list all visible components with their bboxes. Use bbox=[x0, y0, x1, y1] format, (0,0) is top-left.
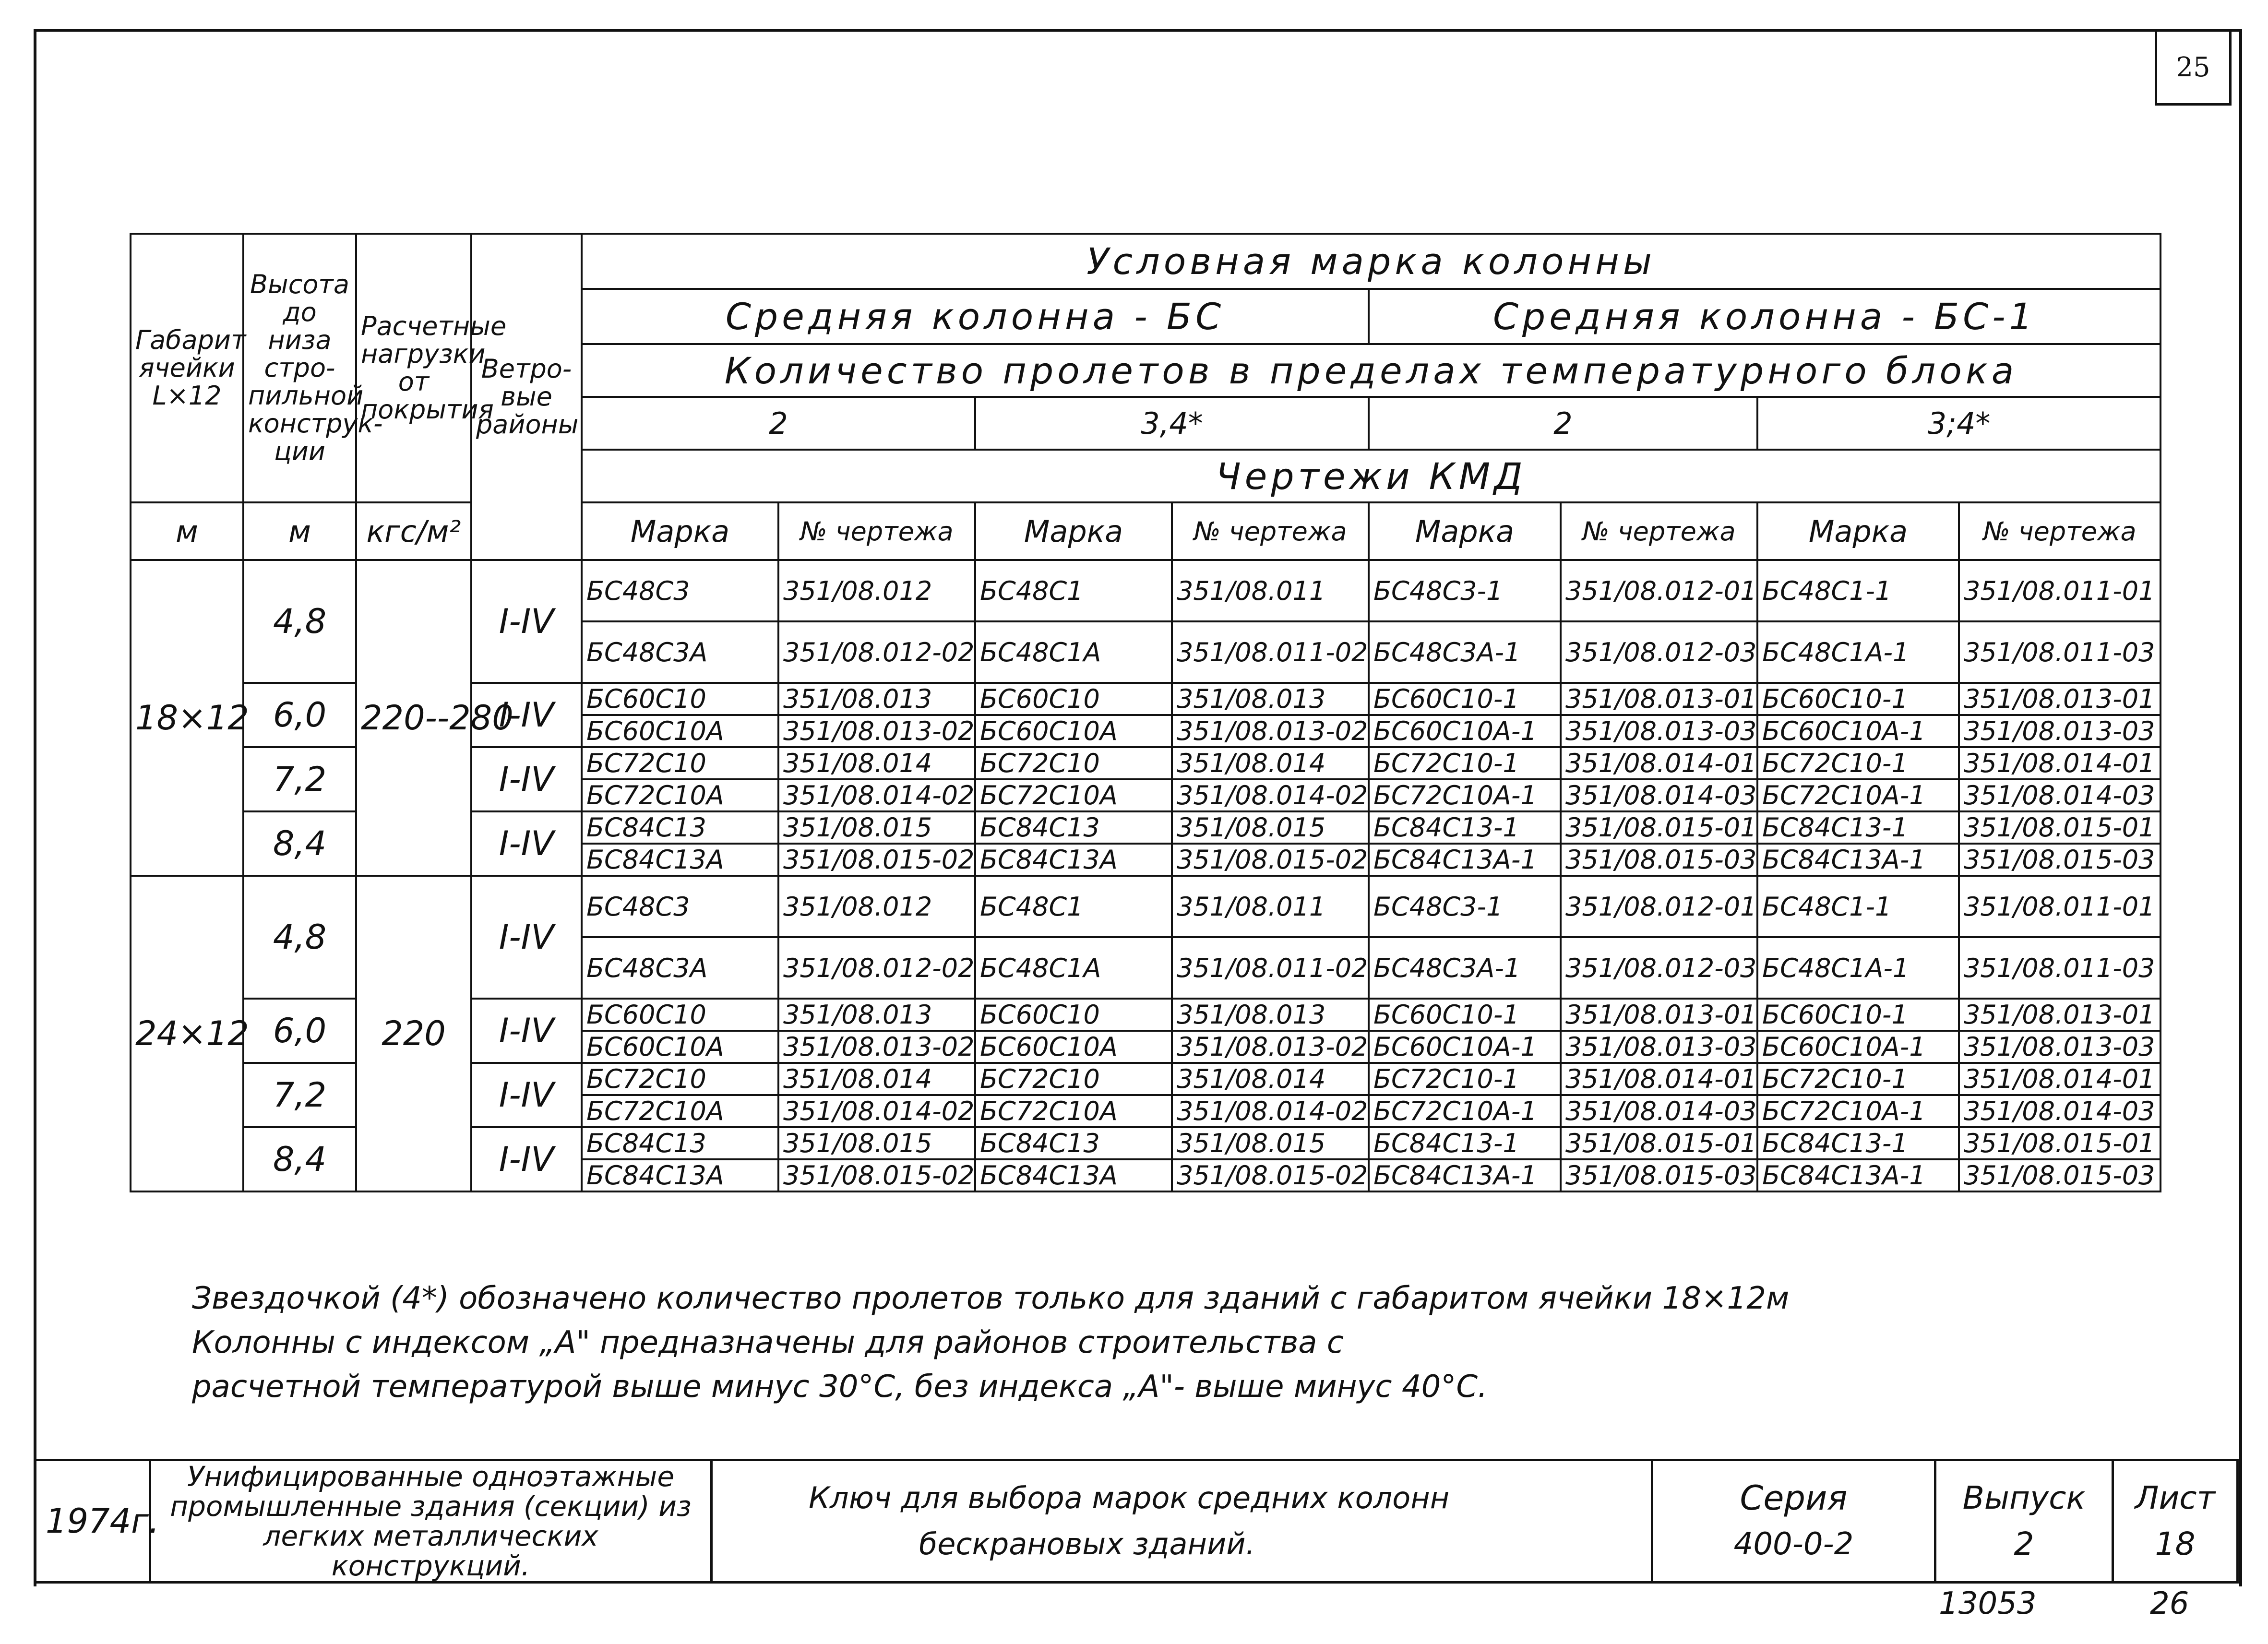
mark-cell: БС84С13А-1 bbox=[1369, 844, 1561, 876]
height-cell: 8,4 bbox=[243, 811, 356, 876]
mark-cell: БС84С13 bbox=[582, 811, 778, 844]
title-block bbox=[34, 1459, 2239, 1584]
drawing-number-cell: 351/08.015 bbox=[778, 1127, 975, 1159]
drawing-number-cell: 351/08.014-02 bbox=[778, 1095, 975, 1127]
drawing-number-cell: 351/08.014-01 bbox=[1959, 1063, 2161, 1095]
header-wind: Ветро- вые районы bbox=[471, 234, 582, 560]
mark-cell: БС60С10А-1 bbox=[1757, 715, 1959, 747]
drawing-number-cell: 351/08.013-01 bbox=[1561, 999, 1757, 1031]
mark-cell: БС84С13А bbox=[582, 844, 778, 876]
mark-cell: БС60С10А-1 bbox=[1369, 715, 1561, 747]
mark-cell: БС72С10А bbox=[582, 779, 778, 811]
mark-cell: БС72С10-1 bbox=[1757, 1063, 1959, 1095]
mark-cell: БС60С10-1 bbox=[1369, 999, 1561, 1031]
inventory-number: 13053 bbox=[1939, 1586, 2037, 1621]
sheet-value: 18 bbox=[2155, 1525, 2196, 1562]
mark-cell: БС72С10А-1 bbox=[1369, 1095, 1561, 1127]
drawing-number-cell: 351/08.013 bbox=[778, 999, 975, 1031]
drawing-number-cell: 351/08.013-02 bbox=[1172, 715, 1369, 747]
column-key-table bbox=[130, 233, 2161, 1192]
height-cell: 4,8 bbox=[243, 560, 356, 683]
drawing-number-cell: 351/08.011 bbox=[1172, 560, 1369, 621]
mark-cell: БС72С10А-1 bbox=[1757, 1095, 1959, 1127]
drawing-number-cell: 351/08.015-02 bbox=[778, 1159, 975, 1191]
header-gabarit: Габарит ячейки L×12 bbox=[131, 234, 243, 502]
mark-cell: БС84С13 bbox=[975, 811, 1172, 844]
year: 1974г. bbox=[35, 1460, 150, 1583]
mark-cell: БС72С10-1 bbox=[1369, 1063, 1561, 1095]
drawing-number-cell: 351/08.015-02 bbox=[778, 844, 975, 876]
header-spans: Количество пролетов в пределах температурного блока bbox=[582, 344, 2161, 397]
header-span-34a: 3,4* bbox=[975, 397, 1369, 450]
drawing-number-cell: 351/08.013-01 bbox=[1959, 999, 2161, 1031]
mark-cell: БС84С13А-1 bbox=[1757, 1159, 1959, 1191]
wind-cell: I-IV bbox=[471, 747, 582, 811]
issue-value: 2 bbox=[2014, 1525, 2034, 1562]
document-title-line: Ключ для выбора марок средних колонн bbox=[809, 1480, 1450, 1515]
drawing-number-cell: 351/08.014-01 bbox=[1561, 1063, 1757, 1095]
mark-cell: БС84С13А bbox=[975, 844, 1172, 876]
mark-cell: БС72С10-1 bbox=[1757, 747, 1959, 779]
mark-cell: БС60С10-1 bbox=[1757, 683, 1959, 715]
header-height: Высота до низа стро- пильной конструк- ции bbox=[243, 234, 356, 502]
header-span-34b: 3;4* bbox=[1757, 397, 2161, 450]
header-load-unit: кгс/м² bbox=[356, 502, 471, 560]
mark-cell: БС48С3А-1 bbox=[1369, 937, 1561, 999]
drawing-number-cell: 351/08.012-02 bbox=[778, 621, 975, 683]
drawing-number-cell: 351/08.012-03 bbox=[1561, 621, 1757, 683]
mark-cell: БС84С13А bbox=[582, 1159, 778, 1191]
note-line: расчетной температурой выше минус 30°С, без индекса „А"- выше минус 40°С. bbox=[192, 1369, 1488, 1405]
drawing-number-cell: 351/08.015-01 bbox=[1561, 1127, 1757, 1159]
height-cell: 7,2 bbox=[243, 1063, 356, 1127]
mark-cell: БС48С1А bbox=[975, 937, 1172, 999]
drawing-number-cell: 351/08.012-01 bbox=[1561, 876, 1757, 937]
col-header-drawing: № чертежа bbox=[1561, 502, 1757, 560]
mark-cell: БС60С10А bbox=[582, 715, 778, 747]
drawing-number-cell: 351/08.011-02 bbox=[1172, 937, 1369, 999]
mark-cell: БС60С10-1 bbox=[1757, 999, 1959, 1031]
drawing-number-cell: 351/08.014-03 bbox=[1561, 1095, 1757, 1127]
drawing-number-cell: 351/08.014-03 bbox=[1959, 1095, 2161, 1127]
mark-cell: БС48С3-1 bbox=[1369, 560, 1561, 621]
note-line: Колонны с индексом „А" предназначены для районов строительства с bbox=[192, 1325, 1344, 1360]
mark-cell: БС72С10А bbox=[975, 779, 1172, 811]
mark-cell: БС48С3А-1 bbox=[1369, 621, 1561, 683]
col-header-drawing: № чертежа bbox=[1959, 502, 2161, 560]
mark-cell: БС72С10 bbox=[582, 1063, 778, 1095]
load-cell: 220 bbox=[356, 876, 471, 1191]
drawing-number-cell: 351/08.015-03 bbox=[1561, 1159, 1757, 1191]
issue-label: Выпуск bbox=[1962, 1479, 2086, 1516]
table-row bbox=[131, 876, 2161, 937]
mark-cell: БС48С3-1 bbox=[1369, 876, 1561, 937]
drawing-number-cell: 351/08.013 bbox=[1172, 999, 1369, 1031]
load-cell: 220--280 bbox=[356, 560, 471, 876]
drawing-number-cell: 351/08.015-03 bbox=[1959, 1159, 2161, 1191]
mark-cell: БС84С13-1 bbox=[1757, 1127, 1959, 1159]
drawing-number-cell: 351/08.015-01 bbox=[1959, 1127, 2161, 1159]
drawing-number-cell: 351/08.011-03 bbox=[1959, 621, 2161, 683]
mark-cell: БС60С10А-1 bbox=[1757, 1031, 1959, 1063]
mark-cell: БС48С1-1 bbox=[1757, 876, 1959, 937]
drawing-number-cell: 351/08.015-01 bbox=[1959, 811, 2161, 844]
drawing-number-cell: 351/08.011-01 bbox=[1959, 560, 2161, 621]
drawing-number-cell: 351/08.015-02 bbox=[1172, 844, 1369, 876]
mark-cell: БС84С13-1 bbox=[1369, 811, 1561, 844]
series-value: 400-0-2 bbox=[1733, 1526, 1854, 1562]
mark-cell: БС60С10А bbox=[582, 1031, 778, 1063]
drawing-number-cell: 351/08.014-02 bbox=[778, 779, 975, 811]
col-header-mark: Марка bbox=[1369, 502, 1561, 560]
drawing-number-cell: 351/08.014 bbox=[1172, 747, 1369, 779]
drawing-number-cell: 351/08.012-01 bbox=[1561, 560, 1757, 621]
drawing-number-cell: 351/08.012-02 bbox=[778, 937, 975, 999]
mark-cell: БС48С3А bbox=[582, 621, 778, 683]
drawing-number-cell: 351/08.013-03 bbox=[1561, 1031, 1757, 1063]
mark-cell: БС84С13А-1 bbox=[1369, 1159, 1561, 1191]
drawing-number-cell: 351/08.014-03 bbox=[1561, 779, 1757, 811]
col-header-mark: Марка bbox=[1757, 502, 1959, 560]
drawing-number-cell: 351/08.013-03 bbox=[1959, 1031, 2161, 1063]
header-span-2b: 2 bbox=[1369, 397, 1757, 450]
wind-cell: I-IV bbox=[471, 560, 582, 683]
mark-cell: БС48С1А-1 bbox=[1757, 937, 1959, 999]
header-column-mark: Условная марка колонны bbox=[582, 234, 2161, 289]
mark-cell: БС48С1 bbox=[975, 876, 1172, 937]
mark-cell: БС60С10 bbox=[582, 683, 778, 715]
drawing-number-cell: 351/08.011-02 bbox=[1172, 621, 1369, 683]
mark-cell: БС60С10 bbox=[582, 999, 778, 1031]
drawing-number-cell: 351/08.013-01 bbox=[1959, 683, 2161, 715]
mark-cell: БС48С1А-1 bbox=[1757, 621, 1959, 683]
wind-cell: I-IV bbox=[471, 1127, 582, 1191]
drawing-number-cell: 351/08.013-02 bbox=[1172, 1031, 1369, 1063]
note-line: Звездочкой (4*) обозначено количество пролетов только для зданий с габаритом ячейки 18×12м bbox=[192, 1281, 1790, 1316]
mark-cell: БС72С10 bbox=[975, 747, 1172, 779]
header-height-unit: м bbox=[243, 502, 356, 560]
height-cell: 6,0 bbox=[243, 683, 356, 747]
drawing-number-cell: 351/08.013-01 bbox=[1561, 683, 1757, 715]
drawing-number-cell: 351/08.015 bbox=[778, 811, 975, 844]
drawing-number-cell: 351/08.015-02 bbox=[1172, 1159, 1369, 1191]
drawing-number-cell: 351/08.013-03 bbox=[1959, 715, 2161, 747]
bottom-page-number: 26 bbox=[2150, 1586, 2189, 1621]
drawing-number-cell: 351/08.014 bbox=[1172, 1063, 1369, 1095]
drawing-number-cell: 351/08.014 bbox=[778, 747, 975, 779]
header-gabarit-unit: м bbox=[131, 502, 243, 560]
drawing-number-cell: 351/08.014-01 bbox=[1561, 747, 1757, 779]
header-load: Расчетные нагрузки от покрытия bbox=[356, 234, 471, 502]
col-header-mark: Марка bbox=[975, 502, 1172, 560]
header-span-2a: 2 bbox=[582, 397, 975, 450]
header-group-bs1: Средняя колонна - БС-1 bbox=[1369, 289, 2161, 344]
mark-cell: БС60С10 bbox=[975, 999, 1172, 1031]
drawing-number-cell: 351/08.011 bbox=[1172, 876, 1369, 937]
gabarit-cell: 18×12 bbox=[131, 560, 243, 876]
mark-cell: БС72С10 bbox=[975, 1063, 1172, 1095]
mark-cell: БС48С1-1 bbox=[1757, 560, 1959, 621]
height-cell: 8,4 bbox=[243, 1127, 356, 1191]
col-header-drawing: № чертежа bbox=[778, 502, 975, 560]
wind-cell: I-IV bbox=[471, 683, 582, 747]
drawing-number-cell: 351/08.013-02 bbox=[778, 1031, 975, 1063]
mark-cell: БС84С13А-1 bbox=[1757, 844, 1959, 876]
mark-cell: БС48С3 bbox=[582, 876, 778, 937]
col-header-drawing: № чертежа bbox=[1172, 502, 1369, 560]
mark-cell: БС60С10А-1 bbox=[1369, 1031, 1561, 1063]
mark-cell: БС48С1А bbox=[975, 621, 1172, 683]
sheet-cell bbox=[2113, 1460, 2238, 1583]
drawing-number-cell: 351/08.014-02 bbox=[1172, 1095, 1369, 1127]
drawing-number-cell: 351/08.014-02 bbox=[1172, 779, 1369, 811]
drawing-number-cell: 351/08.013-02 bbox=[778, 715, 975, 747]
series-cell bbox=[1652, 1460, 1935, 1583]
document-title bbox=[712, 1460, 1652, 1583]
drawing-number-cell: 351/08.011-01 bbox=[1959, 876, 2161, 937]
mark-cell: БС48С1 bbox=[975, 560, 1172, 621]
table-row bbox=[131, 560, 2161, 621]
mark-cell: БС84С13-1 bbox=[1757, 811, 1959, 844]
drawing-number-cell: 351/08.015-03 bbox=[1561, 844, 1757, 876]
mark-cell: БС72С10-1 bbox=[1369, 747, 1561, 779]
drawing-number-cell: 351/08.013 bbox=[778, 683, 975, 715]
series-title: Унифицированные одноэтажные промышленные здания (секции) из легких металлических конструкций. bbox=[150, 1460, 712, 1583]
drawing-number-cell: 351/08.015 bbox=[1172, 1127, 1369, 1159]
wind-cell: I-IV bbox=[471, 811, 582, 876]
mark-cell: БС72С10А-1 bbox=[1757, 779, 1959, 811]
drawing-number-cell: 351/08.013 bbox=[1172, 683, 1369, 715]
mark-cell: БС84С13А bbox=[975, 1159, 1172, 1191]
mark-cell: БС60С10А bbox=[975, 1031, 1172, 1063]
col-header-mark: Марка bbox=[582, 502, 778, 560]
mark-cell: БС60С10-1 bbox=[1369, 683, 1561, 715]
sheet-label: Лист bbox=[2135, 1479, 2216, 1516]
drawing-number-cell: 351/08.012 bbox=[778, 876, 975, 937]
drawing-number-cell: 351/08.012-03 bbox=[1561, 937, 1757, 999]
mark-cell: БС48С3А bbox=[582, 937, 778, 999]
mark-cell: БС48С3 bbox=[582, 560, 778, 621]
drawing-number-cell: 351/08.013-03 bbox=[1561, 715, 1757, 747]
drawing-number-cell: 351/08.014-03 bbox=[1959, 779, 2161, 811]
drawing-number-cell: 351/08.011-03 bbox=[1959, 937, 2161, 999]
drawing-number-cell: 351/08.014 bbox=[778, 1063, 975, 1095]
gabarit-cell: 24×12 bbox=[131, 876, 243, 1191]
mark-cell: БС60С10А bbox=[975, 715, 1172, 747]
mark-cell: БС72С10А-1 bbox=[1369, 779, 1561, 811]
series-label: Серия bbox=[1740, 1478, 1848, 1518]
height-cell: 7,2 bbox=[243, 747, 356, 811]
height-cell: 4,8 bbox=[243, 876, 356, 999]
mark-cell: БС72С10А bbox=[582, 1095, 778, 1127]
notes bbox=[192, 1276, 1789, 1409]
mark-cell: БС84С13-1 bbox=[1369, 1127, 1561, 1159]
drawing-number-cell: 351/08.015 bbox=[1172, 811, 1369, 844]
mark-cell: БС60С10 bbox=[975, 683, 1172, 715]
header-group-bs: Средняя колонна - БС bbox=[582, 289, 1369, 344]
header-drawings: Чертежи КМД bbox=[582, 450, 2161, 502]
mark-cell: БС72С10А bbox=[975, 1095, 1172, 1127]
issue-cell bbox=[1935, 1460, 2113, 1583]
wind-cell: I-IV bbox=[471, 876, 582, 999]
wind-cell: I-IV bbox=[471, 999, 582, 1063]
drawing-number-cell: 351/08.012 bbox=[778, 560, 975, 621]
height-cell: 6,0 bbox=[243, 999, 356, 1063]
page-number: 25 bbox=[2155, 29, 2232, 106]
drawing-number-cell: 351/08.015-03 bbox=[1959, 844, 2161, 876]
mark-cell: БС72С10 bbox=[582, 747, 778, 779]
mark-cell: БС84С13 bbox=[975, 1127, 1172, 1159]
drawing-number-cell: 351/08.014-01 bbox=[1959, 747, 2161, 779]
drawing-number-cell: 351/08.015-01 bbox=[1561, 811, 1757, 844]
document-title-line: бескрановых зданий. bbox=[919, 1526, 1255, 1561]
wind-cell: I-IV bbox=[471, 1063, 582, 1127]
mark-cell: БС84С13 bbox=[582, 1127, 778, 1159]
